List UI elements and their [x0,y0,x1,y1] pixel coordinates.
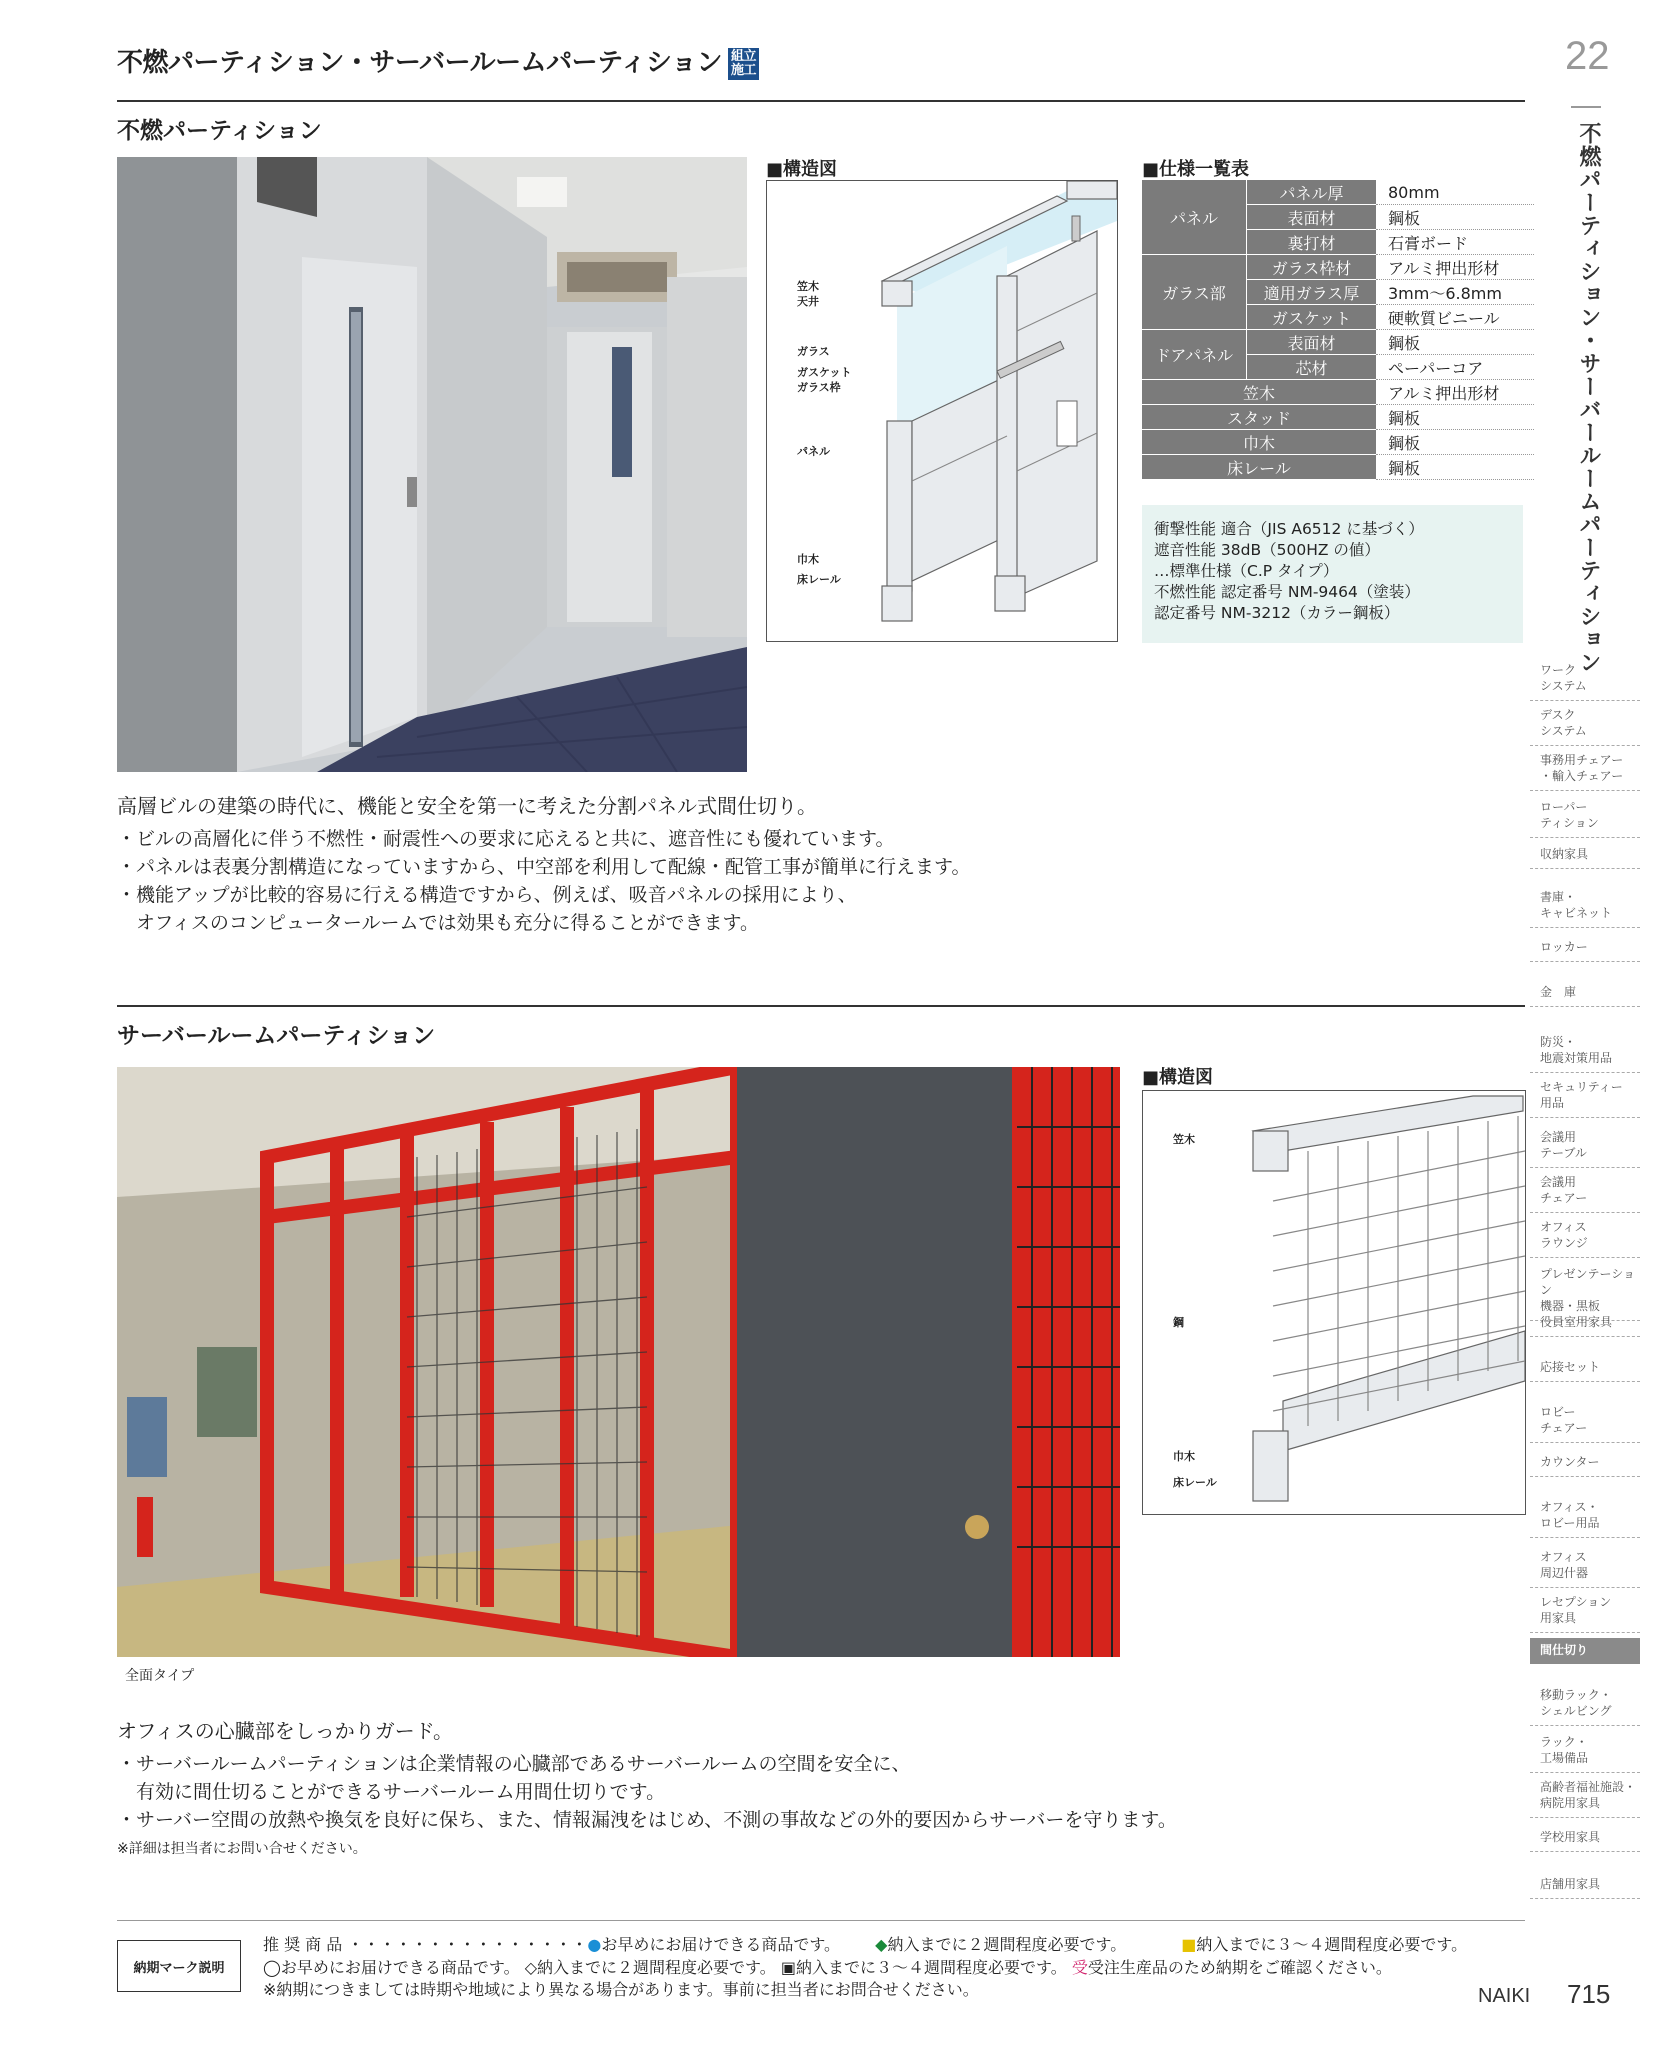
footer-line-2 [263,1955,1392,1978]
blue-circle-icon: ● [587,1935,602,1954]
spec-item: 床レール [1142,455,1376,480]
spec-value: 硬軟質ビニール [1376,305,1534,330]
spec-group: ガラス部 [1142,255,1247,330]
green-diamond-icon: ◆ [875,1935,888,1954]
spec-item: 笠木 [1142,380,1376,405]
boxed-square-icon: ▣ [780,1958,796,1977]
sidebar-item[interactable]: オフィス・ ロビー用品 [1530,1495,1640,1538]
sidebar-item[interactable]: 会議用 テーブル [1530,1125,1640,1168]
bullet-item: ・サーバー空間の放熱や換気を良好に保ち、また、情報漏洩をはじめ、不測の事故などの外的要因からサーバーを守ります。 [117,1809,1177,1831]
sidebar-item[interactable]: 防災・ 地震対策用品 [1530,1030,1640,1073]
footer-line-1 [263,1932,1467,1955]
section2-bullets [117,1750,1177,1834]
spec-value: 鋼板 [1376,430,1534,455]
bullet-item: ・サーバールームパーティションは企業情報の心臓部であるサーバールームの空間を安全に、 [117,1753,911,1775]
spec-item: 適用ガラス厚 [1247,280,1377,305]
spec-value: 石膏ボード [1376,230,1534,255]
spec-item: スタッド [1142,405,1376,430]
sidebar-item[interactable]: ワーク システム [1530,658,1640,701]
structure-diagram-1 [766,180,1118,642]
label-floor-rail: 床レール [1173,1476,1217,1489]
spec-item: ガスケット [1247,305,1377,330]
label-kasagi: 笠木 [797,280,819,293]
spec-group: ドアパネル [1142,330,1247,380]
sidebar-item[interactable]: オフィス ラウンジ [1530,1215,1640,1258]
sidebar-item[interactable]: 移動ラック・ シェルビング [1530,1683,1640,1726]
label-steel: 鋼 [1173,1316,1184,1329]
diagram2-title: ■構造図 [1142,1067,1214,1088]
section2-title: サーバールームパーティション [117,1023,436,1049]
spec-item: 表面材 [1247,330,1377,355]
photo2-caption: 全面タイプ [125,1668,195,1684]
label-panel: パネル [797,445,830,458]
sidebar-item[interactable]: 間仕切り [1530,1638,1640,1664]
sidebar-item[interactable]: デスク システム [1530,703,1640,746]
fireproof-partition-photo [117,157,747,772]
spec-group: パネル [1142,180,1247,255]
sidebar-item[interactable]: 役員室用家具 [1530,1310,1640,1337]
sidebar-item[interactable]: レセプション 用家具 [1530,1590,1640,1633]
sidebar-item[interactable]: プレゼンテーション 機器・黒板 [1530,1262,1640,1321]
footer-text: お早めにお届けできる商品です。 [280,1958,520,1977]
sidebar-item[interactable]: カウンター [1530,1450,1640,1477]
sidebar-item[interactable]: 収納家具 [1530,842,1640,869]
spec-value: ペーパーコア [1376,355,1534,380]
section1-bullets [117,825,970,937]
header-title-text: 不燃パーティション・サーバールームパーティション [117,48,722,78]
footer-text: 納入までに２週間程度必要です。 [887,1935,1127,1954]
section2-rule [117,1005,1525,1007]
label-ceiling: 天井 [797,295,819,308]
brand-name: NAIKI [1478,1985,1531,2007]
made-to-order-icon: 受 [1071,1958,1088,1977]
spec-value: 80mm [1376,180,1534,205]
label-glass-frame: ガラス枠 [797,381,841,394]
sidebar-item[interactable]: ロッカー [1530,935,1640,962]
sidebar-item[interactable]: オフィス 周辺什器 [1530,1545,1640,1588]
spec-value: 鋼板 [1376,405,1534,430]
label-floor-rail: 床レール [797,573,841,586]
sidebar-item[interactable]: 高齢者福祉施設・ 病院用家具 [1530,1775,1640,1818]
spec-item: 裏打材 [1247,230,1377,255]
sidebar-item[interactable]: ローパー ティション [1530,795,1640,838]
performance-line: 認定番号 NM-3212（カラー鋼板） [1154,604,1400,622]
spec-item: 表面材 [1247,205,1377,230]
page-header-title [117,42,759,80]
open-diamond-icon: ◇ [524,1958,538,1977]
spec-value: 鋼板 [1376,205,1534,230]
divider [1571,106,1601,108]
spec-item: ガラス枠材 [1247,255,1377,280]
spec-value: 鋼板 [1376,455,1534,480]
bullet-item: オフィスのコンピュータールームでは効果も充分に得ることができます。 [117,912,760,934]
bullet-item: ・機能アップが比較的容易に行える構造ですから、例えば、吸音パネルの採用により、 [117,884,857,906]
spec-item: 芯材 [1247,355,1377,380]
bullet-item: ・ビルの高層化に伴う不燃性・耐震性への要求に応えると共に、遮音性にも優れています。 [117,828,895,850]
vertical-section-title: 不燃パーティション・サーバールームパーティション [1576,122,1601,674]
footer-line-3: ※納期につきましては時期や地域により異なる場合があります。事前に担当者にお問合せください。 [263,1980,979,1999]
spec-table [1142,180,1534,480]
bullet-item: ・パネルは表裏分割構造になっていますから、中空部を利用して配線・配管工事が簡単に行えます。 [117,856,971,878]
footer-text: 納入までに３～４週間程度必要です。 [796,1958,1067,1977]
section2-note: ※詳細は担当者にお問い合せください。 [117,1841,367,1857]
performance-line: 不燃性能 認定番号 NM-9464（塗装） [1154,583,1420,601]
sidebar-item[interactable]: 店舗用家具 [1530,1872,1640,1899]
footer-text: 推 奨 商 品 ・・・・・・・・・・・・・・・ [263,1935,588,1954]
bullet-item: 有効に間仕切ることができるサーバールーム用間仕切りです。 [117,1781,666,1803]
spec-value: アルミ押出形材 [1376,380,1534,405]
sidebar-item[interactable]: 金 庫 [1530,980,1640,1007]
sidebar-item[interactable]: 会議用 チェアー [1530,1170,1640,1213]
sidebar-item[interactable]: 書庫・ キャビネット [1530,885,1640,928]
footer-text: お早めにお届けできる商品です。 [601,1935,841,1954]
assembly-badge: 組立 施工 [728,48,759,80]
diagram1-title: ■構造図 [766,159,838,180]
open-circle-icon: ◯ [263,1958,281,1977]
sidebar-item[interactable]: 学校用家具 [1530,1825,1640,1852]
performance-line: 衝撃性能 適合（JIS A6512 に基づく） [1154,520,1424,538]
yellow-square-icon: ■ [1181,1935,1197,1954]
footer-text: 納入までに３～４週間程度必要です。 [1196,1935,1468,1954]
footer-rule [117,1920,1525,1921]
performance-line: …標準仕様（C.P タイプ） [1154,562,1339,580]
label-baseboard: 巾木 [797,553,819,566]
server-room-partition-photo [117,1067,1120,1657]
sidebar-item[interactable]: ロビー チェアー [1530,1400,1640,1443]
spec-table-title: ■仕様一覧表 [1142,159,1250,180]
spec-value: アルミ押出形材 [1376,255,1534,280]
sidebar-item[interactable]: 応接セット [1530,1355,1640,1382]
label-glass: ガラス [797,345,830,358]
footer-text: 納入までに２週間程度必要です。 [537,1958,776,1977]
spec-item: 巾木 [1142,430,1376,455]
spec-value: 鋼板 [1376,330,1534,355]
sidebar-item[interactable]: ラック・ 工場備品 [1530,1730,1640,1773]
label-kasagi: 笠木 [1173,1133,1195,1146]
section1-title: 不燃パーティション [117,118,322,144]
spec-item: パネル厚 [1247,180,1377,205]
footer-text: 受注生産品のため納期をご確認ください。 [1087,1958,1392,1977]
page-number: 715 [1567,1979,1611,2009]
label-baseboard: 巾木 [1173,1450,1195,1463]
delivery-mark-legend-box: 納期マーク説明 [117,1940,241,1992]
header-rule [117,100,1525,102]
structure-diagram-2 [1142,1090,1526,1515]
performance-line: 遮音性能 38dB（500HZ の値） [1154,541,1380,559]
label-gasket: ガスケット [797,366,852,379]
section-number: 22 [1565,34,1610,78]
section2-lead: オフィスの心臓部をしっかりガード。 [117,1719,453,1743]
performance-box [1142,505,1523,643]
spec-value: 3mm～6.8mm [1376,280,1534,305]
sidebar-item[interactable]: セキュリティー 用品 [1530,1075,1640,1118]
section1-lead: 高層ビルの建築の時代に、機能と安全を第一に考えた分割パネル式間仕切り。 [117,794,817,818]
sidebar-item[interactable]: 事務用チェアー ・輸入チェアー [1530,748,1640,791]
